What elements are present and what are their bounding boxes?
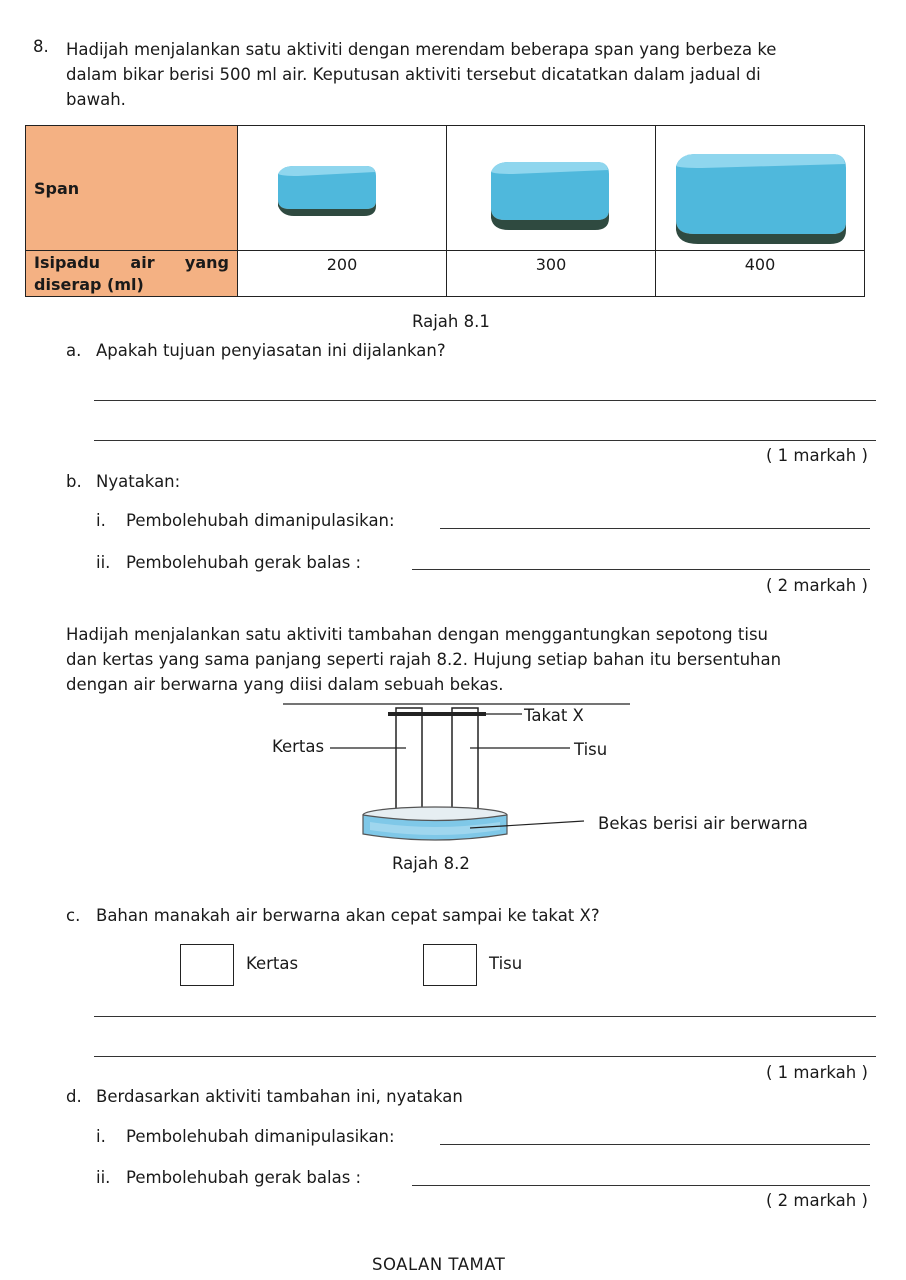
volume-value: 200 — [238, 251, 447, 297]
label-kertas: Kertas — [272, 737, 325, 756]
sponge-cell-medium — [447, 126, 656, 251]
part-d-marks: ( 2 markah ) — [766, 1191, 868, 1210]
label-takat-x: Takat X — [524, 706, 584, 725]
volume-label-word: air — [130, 252, 155, 272]
part-c-label: c. — [66, 906, 81, 925]
part-c-question: Bahan manakah air berwarna akan cepat sampai ke takat X? — [96, 906, 600, 925]
table-header-span — [26, 126, 238, 251]
sponge-medium-image — [447, 126, 655, 246]
intro-line: dalam bikar berisi 500 ml air. Keputusan aktiviti tersebut dicatatkan dalam jadual di — [66, 65, 761, 84]
question-number: 8. — [33, 37, 49, 56]
part-b-item-ii-label: ii. — [96, 553, 111, 572]
part-d-item-i: Pembolehubah dimanipulasikan: — [126, 1127, 395, 1146]
span-label: Span — [34, 178, 80, 198]
answer-line[interactable] — [94, 1016, 876, 1017]
sponge-large-image — [656, 126, 864, 246]
answer-line[interactable] — [94, 440, 876, 441]
sponge-table — [25, 125, 865, 297]
part-b-question: Nyatakan: — [96, 472, 181, 491]
table-header-volume — [26, 251, 238, 297]
part-c-marks: ( 1 markah ) — [766, 1063, 868, 1082]
part-d-item-ii-label: ii. — [96, 1168, 111, 1187]
part-d-item-ii: Pembolehubah gerak balas : — [126, 1168, 362, 1187]
activity-paragraph — [66, 622, 888, 697]
answer-line[interactable] — [94, 400, 876, 401]
volume-label-line2: diserap (ml) — [34, 274, 144, 294]
answer-line[interactable] — [440, 1144, 870, 1145]
part-b-item-i-label: i. — [96, 511, 106, 530]
answer-line[interactable] — [412, 1185, 870, 1186]
sponge-cell-small — [238, 126, 447, 251]
figure2-caption: Rajah 8.2 — [392, 854, 470, 873]
part-b-item-i: Pembolehubah dimanipulasikan: — [126, 511, 395, 530]
checkbox-tisu[interactable] — [423, 944, 477, 986]
answer-line[interactable] — [440, 528, 870, 529]
paragraph-line: Hadijah menjalankan satu aktiviti tambahan dengan menggantungkan sepotong tisu — [66, 625, 769, 644]
option-tisu-label: Tisu — [489, 954, 523, 973]
end-of-questions: SOALAN TAMAT — [372, 1255, 506, 1274]
question-intro — [66, 37, 888, 112]
sponge-small-image — [238, 126, 446, 246]
volume-value: 300 — [447, 251, 656, 297]
option-kertas-label: Kertas — [246, 954, 299, 973]
part-b-label: b. — [66, 472, 82, 491]
part-b-item-ii: Pembolehubah gerak balas : — [126, 553, 362, 572]
answer-line[interactable] — [412, 569, 870, 570]
part-a-label: a. — [66, 341, 82, 360]
volume-label-word: yang — [184, 252, 229, 272]
part-b-marks: ( 2 markah ) — [766, 576, 868, 595]
label-bekas: Bekas berisi air berwarna — [598, 814, 808, 833]
checkbox-kertas[interactable] — [180, 944, 234, 986]
figure1-caption: Rajah 8.1 — [412, 312, 490, 331]
part-d-item-i-label: i. — [96, 1127, 106, 1146]
part-d-label: d. — [66, 1087, 82, 1106]
paragraph-line: dan kertas yang sama panjang seperti rajah 8.2. Hujung setiap bahan itu bersentuhan — [66, 650, 782, 669]
part-a-question: Apakah tujuan penyiasatan ini dijalankan? — [96, 341, 446, 360]
part-a-marks: ( 1 markah ) — [766, 446, 868, 465]
takat-x-bar — [388, 712, 486, 716]
intro-line: bawah. — [66, 90, 126, 109]
label-tisu: Tisu — [574, 740, 608, 759]
paragraph-line: dengan air berwarna yang diisi dalam sebuah bekas. — [66, 675, 504, 694]
answer-line[interactable] — [94, 1056, 876, 1057]
intro-line: Hadijah menjalankan satu aktiviti dengan merendam beberapa span yang berbeza ke — [66, 40, 777, 59]
part-d-question: Berdasarkan aktiviti tambahan ini, nyatakan — [96, 1087, 463, 1106]
volume-label-word: Isipadu — [34, 252, 101, 272]
volume-value: 400 — [656, 251, 865, 297]
sponge-cell-large — [656, 126, 865, 251]
